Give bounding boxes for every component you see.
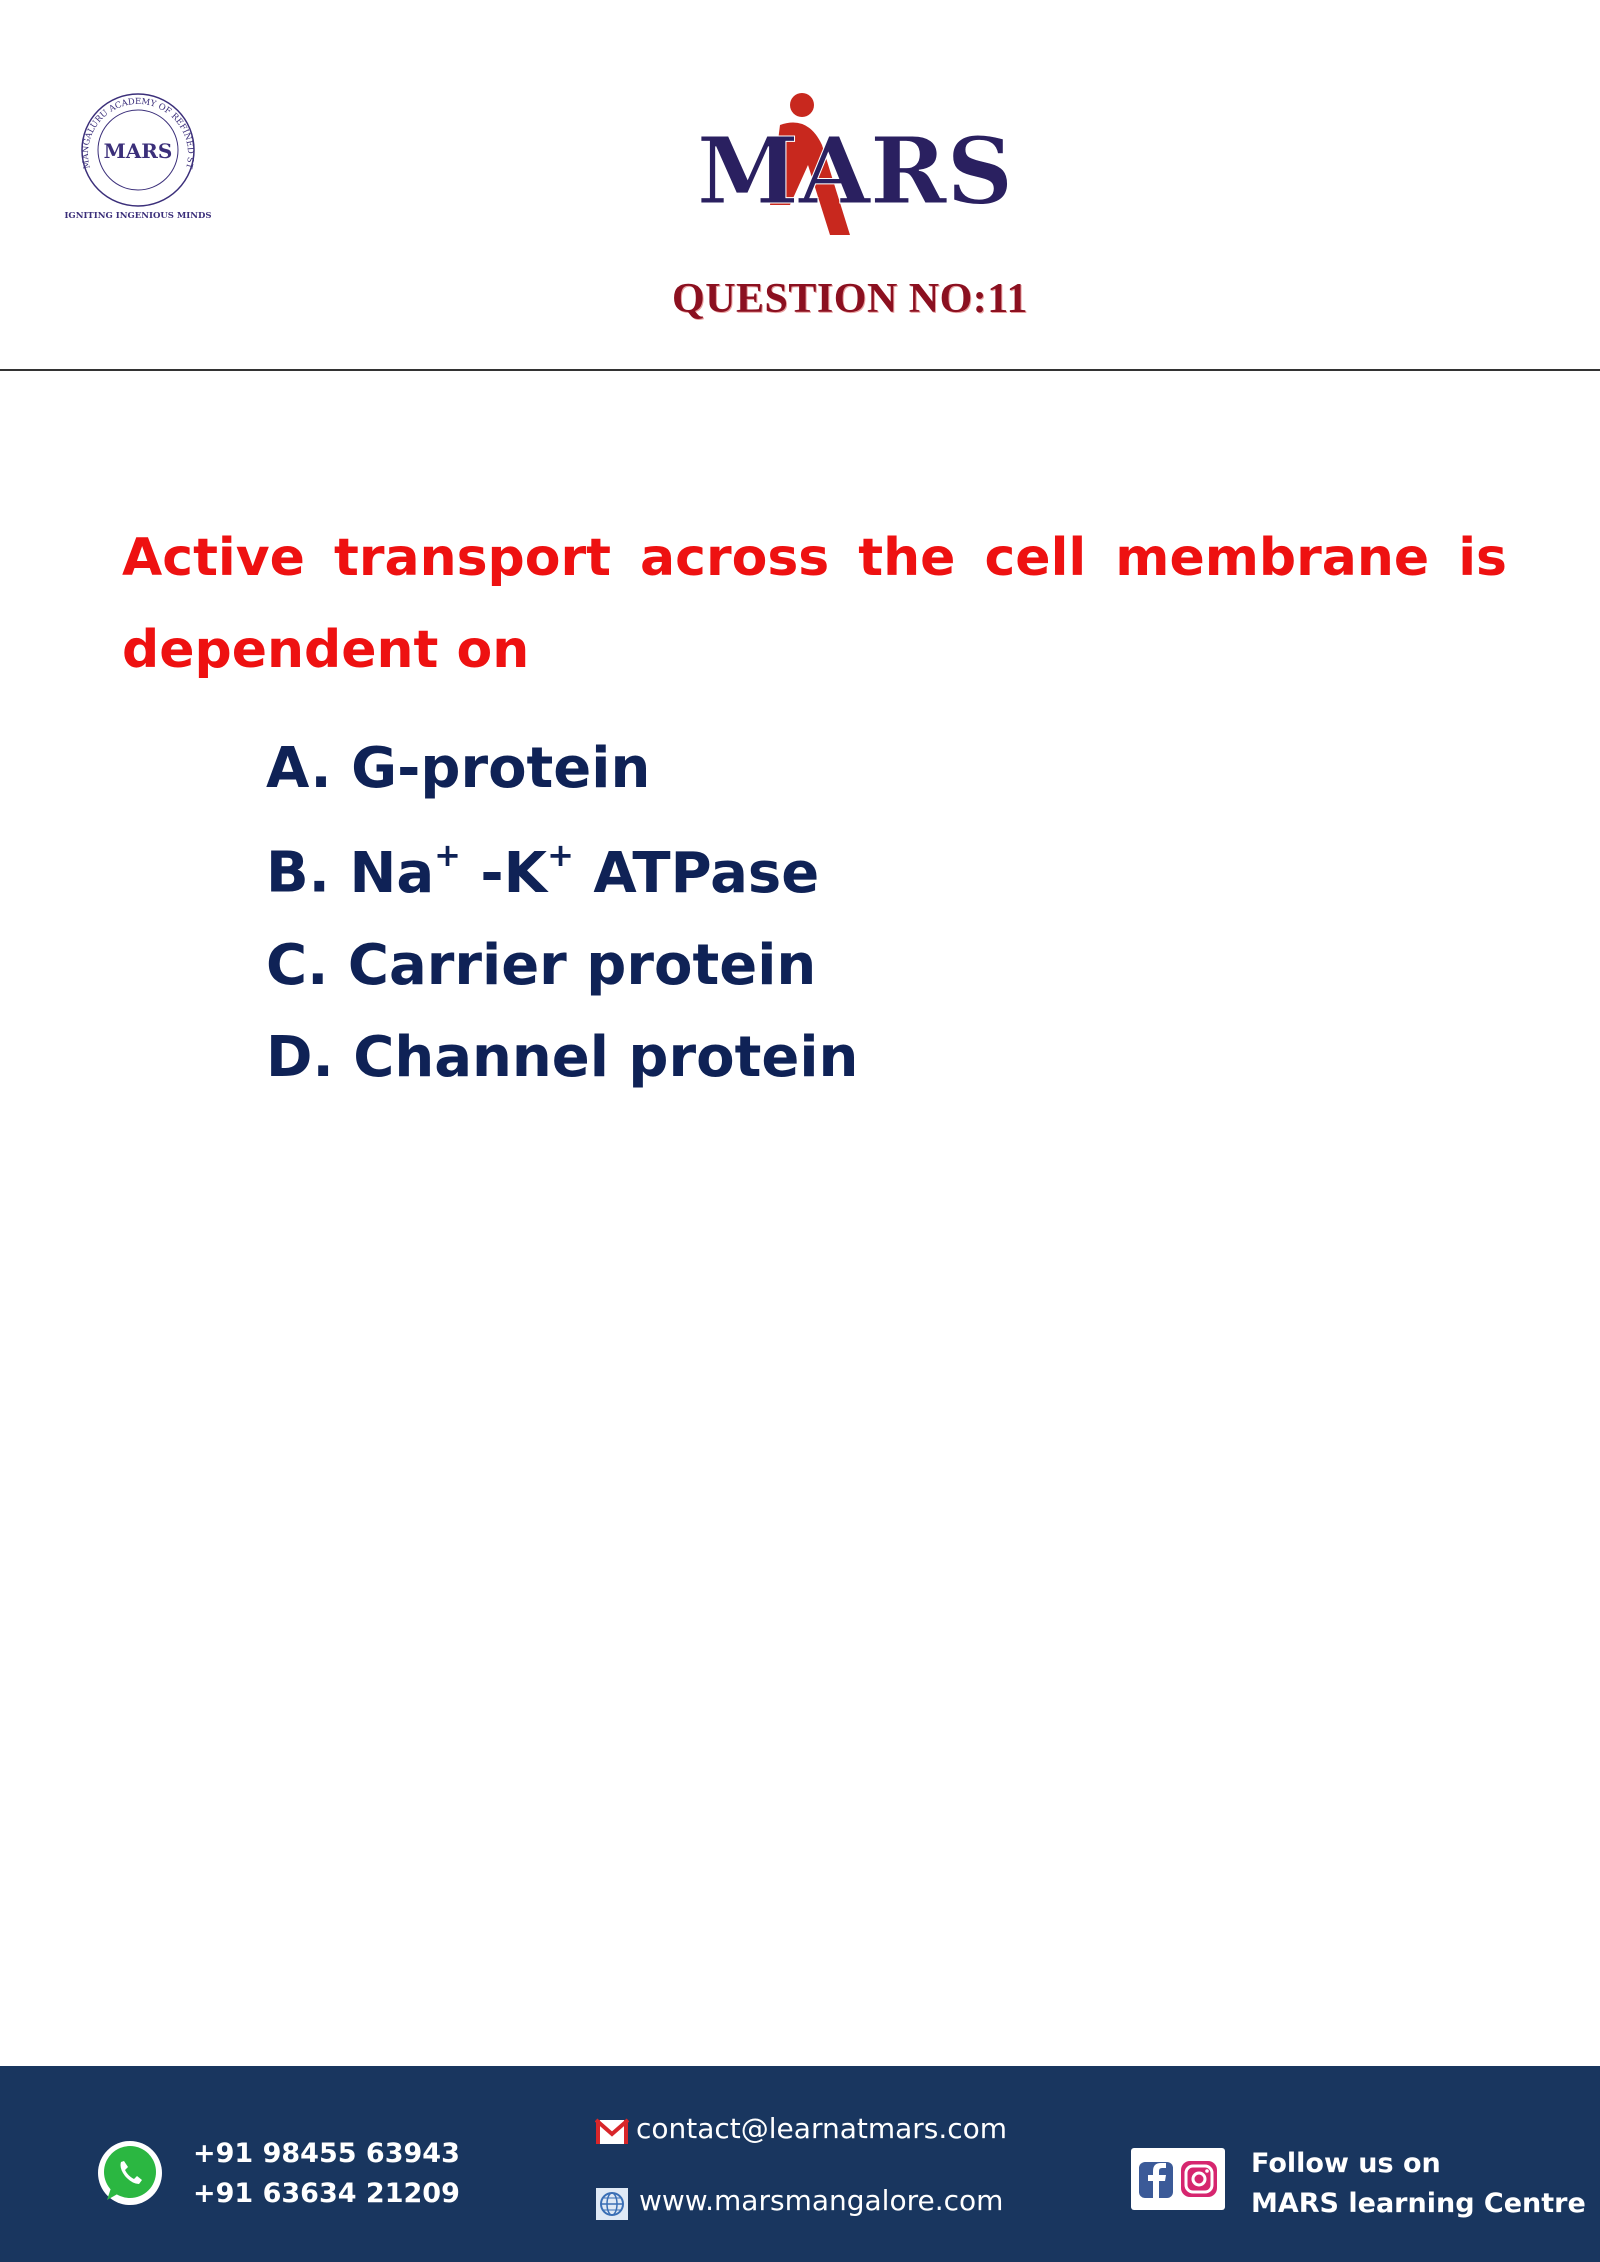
phone-numbers xyxy=(193,2134,460,2214)
option-a-text: G-protein xyxy=(351,736,651,801)
option-a-letter: A. xyxy=(266,736,332,801)
globe-icon xyxy=(596,2188,628,2220)
contact-footer xyxy=(0,2066,1600,2262)
follow-us-text xyxy=(1251,2144,1586,2224)
mail-icon xyxy=(595,2118,629,2146)
phone-number-2[interactable]: +91 63634 21209 xyxy=(193,2178,460,2209)
follow-line-1: Follow us on xyxy=(1251,2148,1441,2179)
option-c-text: Carrier protein xyxy=(347,932,817,998)
option-c-letter: C. xyxy=(266,932,329,998)
mars-brand-logo xyxy=(690,85,1020,245)
header-divider xyxy=(0,369,1600,371)
option-d-text: Channel protein xyxy=(353,1024,859,1090)
svg-text:MARS: MARS xyxy=(696,117,1014,225)
option-a[interactable] xyxy=(266,723,858,815)
svg-text:IGNITING INGENIOUS MINDS: IGNITING INGENIOUS MINDS xyxy=(64,211,212,221)
instagram-icon[interactable] xyxy=(1181,2161,1217,2197)
academy-seal-logo xyxy=(60,80,220,230)
svg-text:MARS: MARS xyxy=(103,139,173,163)
seal-graphic xyxy=(60,80,220,230)
option-d[interactable] xyxy=(266,1012,858,1104)
option-b[interactable] xyxy=(266,815,858,920)
option-b-letter: B. xyxy=(266,840,330,906)
email-link[interactable]: contact@learnatmars.com xyxy=(636,2112,1008,2145)
website-link[interactable]: www.marsmangalore.com xyxy=(639,2184,1004,2217)
follow-line-2[interactable]: MARS learning Centre xyxy=(1251,2188,1586,2219)
option-d-letter: D. xyxy=(266,1024,334,1090)
social-icons xyxy=(1131,2148,1225,2210)
svg-text:MANGALURU ACADEMY OF REFINED S: MANGALURU ACADEMY OF REFINED ST xyxy=(80,96,196,170)
mars-logo-graphic xyxy=(690,85,1020,245)
whatsapp-icon[interactable] xyxy=(95,2138,165,2208)
answer-options xyxy=(266,723,858,1104)
question-number: QUESTION NO:11 xyxy=(672,276,1028,322)
facebook-icon[interactable] xyxy=(1139,2162,1173,2198)
option-c[interactable] xyxy=(266,920,858,1012)
option-b-text: Na+ -K+ ATPase xyxy=(349,836,820,906)
question-text: Active transport across the cell membrane is dependent on xyxy=(122,528,1507,680)
phone-number-1[interactable]: +91 98455 63943 xyxy=(193,2138,460,2169)
